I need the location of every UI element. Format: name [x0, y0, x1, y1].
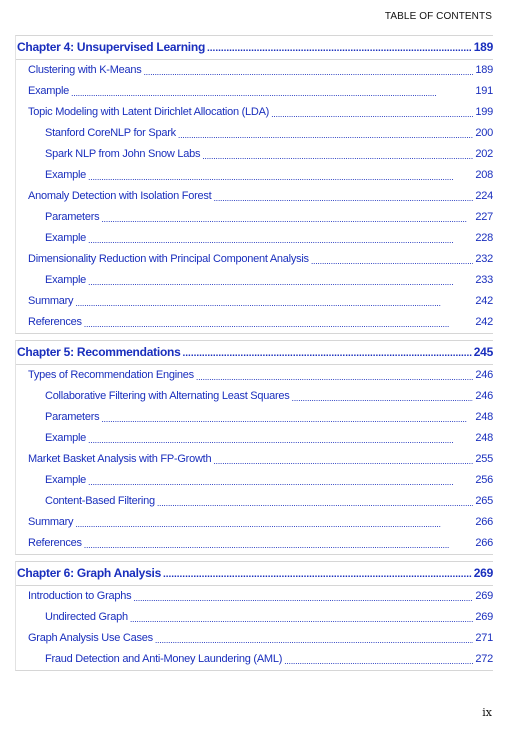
toc-entry-page-number: 242: [475, 295, 493, 307]
toc-entry-page-number: 200: [475, 127, 493, 139]
toc-chapter-entry[interactable]: [16, 36, 493, 60]
toc-entry-title: Spark NLP from John Snow Labs: [45, 148, 201, 160]
toc-entry-title: Chapter 4: Unsupervised Learning: [17, 40, 206, 54]
toc-chapter-entry[interactable]: [16, 562, 493, 586]
toc-entry[interactable]: [16, 386, 493, 407]
dot-leader: [213, 189, 473, 207]
dot-leader: [178, 126, 474, 144]
dot-leader: [271, 105, 473, 123]
toc-entry-title: Introduction to Graphs: [28, 590, 132, 602]
dot-leader: [157, 494, 474, 512]
toc-entry-page-number: 224: [475, 190, 493, 202]
toc-entry-title: References: [28, 537, 82, 549]
toc-entry[interactable]: [16, 123, 493, 144]
dot-leader: [213, 452, 473, 470]
toc-entry[interactable]: [16, 81, 493, 102]
toc-entry-title: Summary: [28, 516, 74, 528]
toc-entry-title: Collaborative Filtering with Alternating Least Squares: [45, 390, 290, 402]
toc-entry[interactable]: [16, 449, 493, 470]
dot-leader: [101, 210, 473, 228]
toc-entry[interactable]: [16, 407, 493, 428]
toc-entry-page-number: 255: [475, 453, 493, 465]
dot-leader: [84, 315, 474, 333]
toc-entry-page-number: 248: [475, 432, 493, 444]
toc-entry[interactable]: [16, 512, 493, 533]
toc-entry-title: References: [28, 316, 82, 328]
toc-entry[interactable]: [16, 470, 493, 491]
dot-leader: [133, 589, 473, 607]
toc-entry-page-number: 208: [475, 169, 493, 181]
toc-entry[interactable]: [16, 491, 493, 512]
toc-entry[interactable]: [16, 428, 493, 449]
toc-entry[interactable]: [16, 228, 493, 249]
dot-leader: [202, 147, 473, 165]
toc-entry-page-number: 256: [475, 474, 493, 486]
toc-section-list: [16, 60, 493, 333]
toc-entry-title: Example: [45, 274, 87, 286]
toc-entry-title: Graph Analysis Use Cases: [28, 632, 153, 644]
toc-entry[interactable]: [16, 533, 493, 554]
toc-entry-page-number: 271: [475, 632, 493, 644]
table-of-contents: [15, 35, 493, 677]
running-header: TABLE OF CONTENTS: [384, 11, 492, 22]
toc-entry[interactable]: [16, 586, 493, 607]
toc-chapter-entry[interactable]: [16, 341, 493, 365]
dot-leader: [84, 536, 474, 554]
toc-entry-page-number: 245: [473, 345, 493, 359]
dot-leader: [101, 410, 473, 428]
dot-leader: [75, 515, 473, 533]
toc-entry[interactable]: [16, 312, 493, 333]
dot-leader: [130, 610, 474, 628]
toc-section-list: [16, 586, 493, 670]
toc-entry-page-number: 246: [475, 369, 493, 381]
toc-entry-title: Example: [28, 85, 70, 97]
dot-leader: [207, 39, 472, 59]
dot-leader: [163, 565, 472, 585]
toc-entry-page-number: 189: [475, 64, 493, 76]
toc-entry-title: Summary: [28, 295, 74, 307]
toc-entry[interactable]: [16, 628, 493, 649]
toc-chapter-block: [15, 340, 493, 555]
toc-entry-page-number: 266: [475, 516, 493, 528]
toc-entry-page-number: 269: [475, 611, 493, 623]
dot-leader: [71, 84, 473, 102]
toc-entry-title: Example: [45, 432, 87, 444]
toc-entry[interactable]: [16, 60, 493, 81]
toc-entry-title: Anomaly Detection with Isolation Forest: [28, 190, 212, 202]
toc-chapter-block: [15, 561, 493, 671]
toc-entry-page-number: 242: [475, 316, 493, 328]
toc-chapter-block: [15, 35, 493, 334]
toc-entry[interactable]: [16, 607, 493, 628]
toc-entry-page-number: 191: [475, 85, 493, 97]
toc-entry-title: Types of Recommendation Engines: [28, 369, 194, 381]
toc-entry-title: Dimensionality Reduction with Principal Component Analysis: [28, 253, 309, 265]
toc-entry-title: Clustering with K-Means: [28, 64, 142, 76]
toc-entry-title: Fraud Detection and Anti-Money Laundering (AML): [45, 653, 283, 665]
toc-entry-title: Parameters: [45, 411, 100, 423]
toc-section-list: [16, 365, 493, 554]
toc-entry[interactable]: [16, 249, 493, 270]
toc-entry[interactable]: [16, 186, 493, 207]
dot-leader: [196, 368, 473, 386]
toc-entry-page-number: 248: [475, 411, 493, 423]
toc-entry-title: Example: [45, 169, 87, 181]
dot-leader: [75, 294, 473, 312]
toc-entry-title: Chapter 6: Graph Analysis: [17, 566, 162, 580]
toc-entry[interactable]: [16, 270, 493, 291]
toc-entry-title: Undirected Graph: [45, 611, 128, 623]
toc-entry-page-number: 227: [475, 211, 493, 223]
dot-leader: [88, 431, 473, 449]
dot-leader: [183, 344, 472, 364]
dot-leader: [88, 168, 473, 186]
dot-leader: [284, 652, 473, 670]
dot-leader: [143, 63, 473, 81]
toc-entry-title: Topic Modeling with Latent Dirichlet Allocation (LDA): [28, 106, 270, 118]
dot-leader: [88, 473, 473, 491]
page-number: ix: [482, 706, 492, 719]
toc-entry-page-number: 189: [473, 40, 493, 54]
toc-entry[interactable]: [16, 291, 493, 312]
toc-entry-page-number: 265: [475, 495, 493, 507]
toc-entry[interactable]: [16, 102, 493, 123]
toc-entry-page-number: 228: [475, 232, 493, 244]
toc-entry-page-number: 232: [475, 253, 493, 265]
toc-entry-title: Parameters: [45, 211, 100, 223]
dot-leader: [311, 252, 474, 270]
toc-entry-page-number: 246: [475, 390, 493, 402]
dot-leader: [155, 631, 474, 649]
toc-entry[interactable]: [16, 165, 493, 186]
toc-entry-page-number: 233: [475, 274, 493, 286]
toc-entry-page-number: 272: [475, 653, 493, 665]
dot-leader: [292, 389, 474, 407]
toc-entry-title: Example: [45, 474, 87, 486]
toc-entry-page-number: 269: [473, 566, 493, 580]
dot-leader: [88, 231, 473, 249]
toc-entry[interactable]: [16, 207, 493, 228]
toc-entry-title: Market Basket Analysis with FP-Growth: [28, 453, 212, 465]
toc-entry-title: Chapter 5: Recommendations: [17, 345, 181, 359]
toc-entry[interactable]: [16, 365, 493, 386]
toc-entry-page-number: 269: [475, 590, 493, 602]
toc-entry-page-number: 199: [475, 106, 493, 118]
toc-entry-title: Content-Based Filtering: [45, 495, 155, 507]
toc-entry-page-number: 202: [475, 148, 493, 160]
toc-entry-page-number: 266: [475, 537, 493, 549]
toc-entry-title: Stanford CoreNLP for Spark: [45, 127, 176, 139]
toc-entry[interactable]: [16, 144, 493, 165]
dot-leader: [88, 273, 473, 291]
toc-entry[interactable]: [16, 649, 493, 670]
toc-entry-title: Example: [45, 232, 87, 244]
